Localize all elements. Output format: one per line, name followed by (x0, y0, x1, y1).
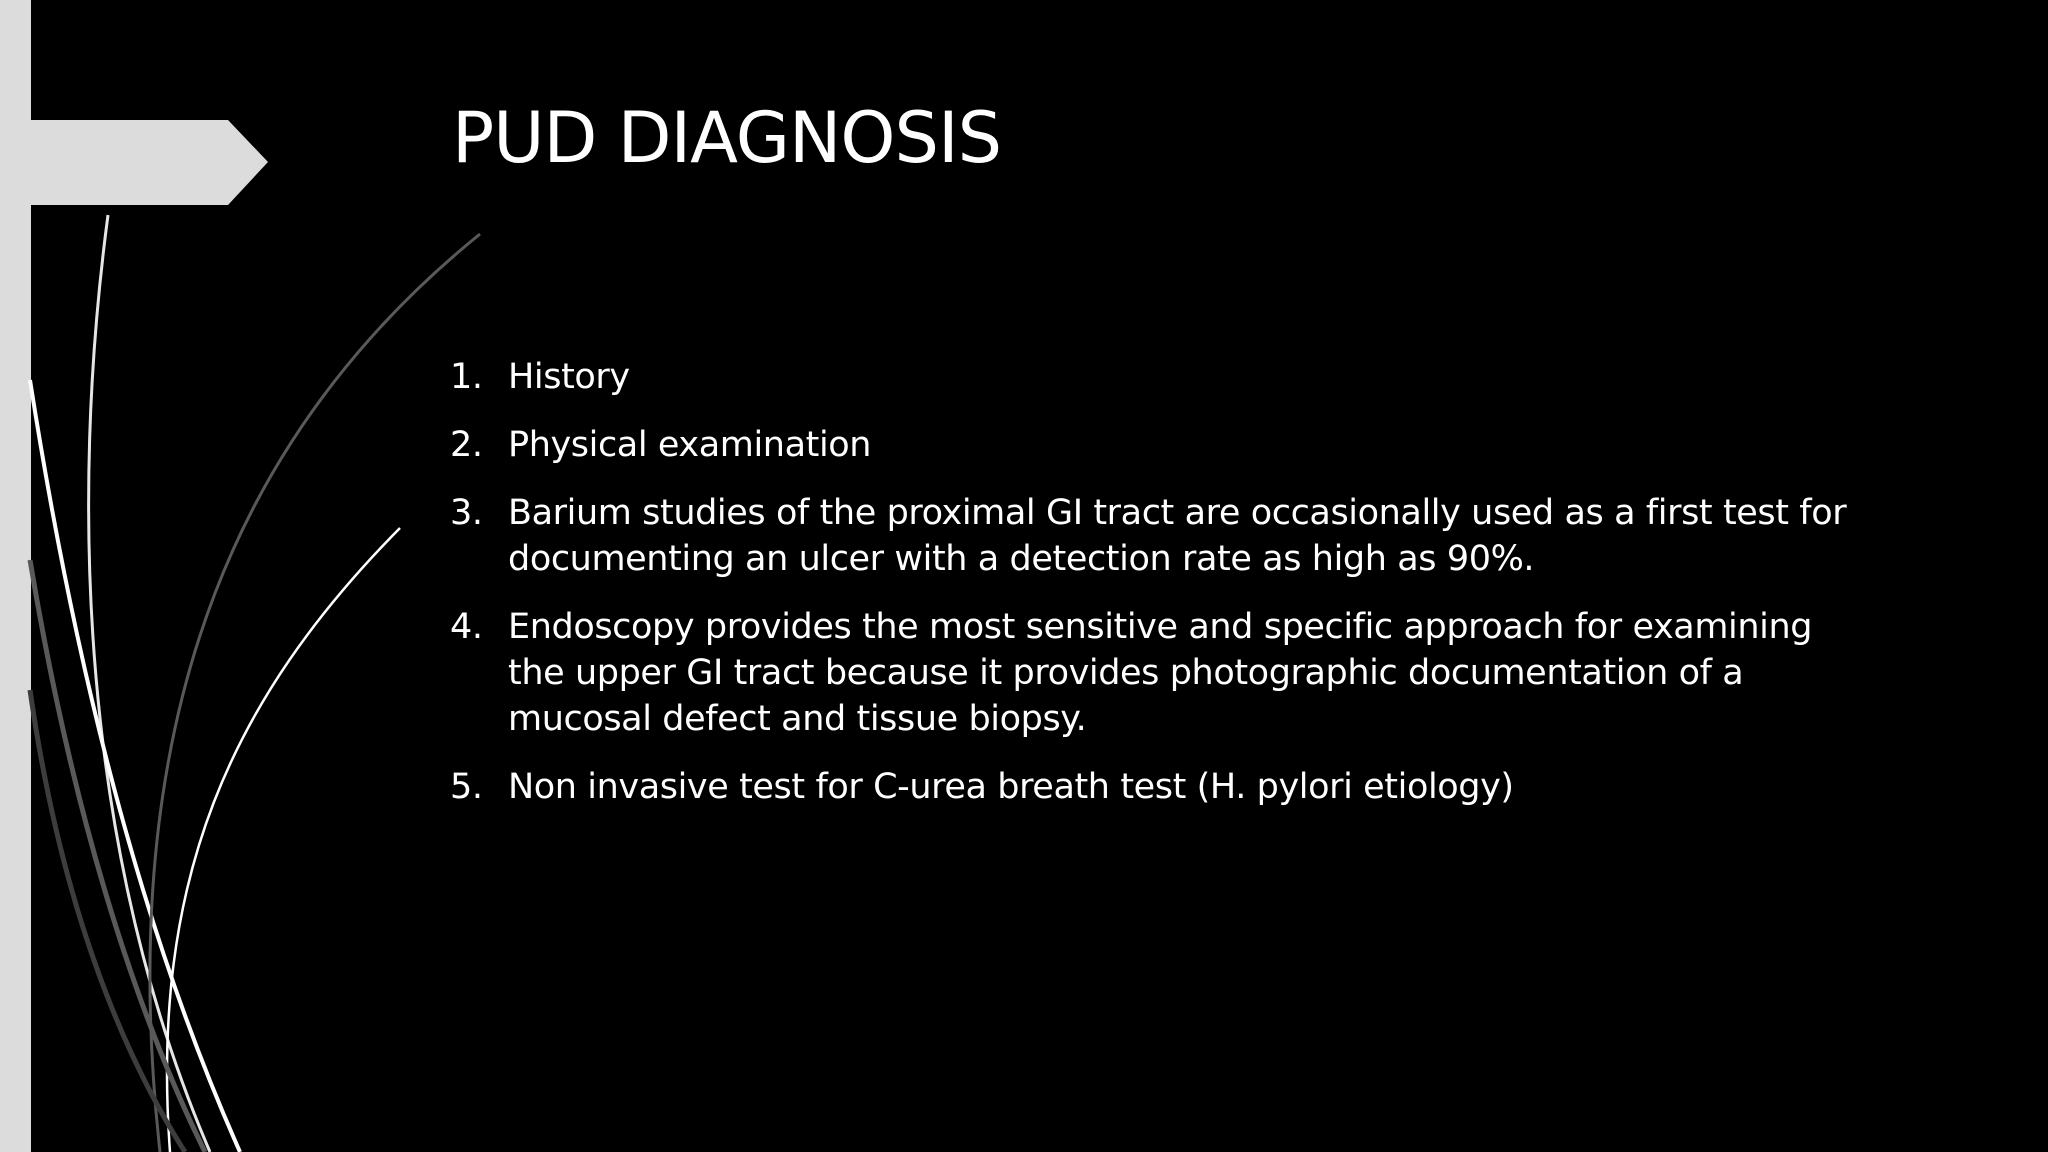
list-item-text: Physical examination (508, 425, 872, 465)
list-item-text: Non invasive test for C-urea breath test (H. pylori etiology) (508, 767, 1514, 807)
list-item (450, 422, 1870, 468)
list-item-number: 1. (450, 357, 483, 397)
list-item (450, 354, 1870, 400)
list-item-number: 3. (450, 493, 483, 533)
list-item (450, 604, 1870, 742)
slide-title: PUD DIAGNOSIS (452, 97, 1002, 179)
diagnosis-list (450, 354, 1870, 832)
list-item-text: History (508, 357, 630, 397)
list-item-number: 5. (450, 767, 483, 807)
decorative-curved-lines (0, 0, 520, 1152)
list-item-text: Endoscopy provides the most sensitive and specific approach for examining the upper GI tract because it provides photographic documentation of a mucosal defect and tissue biopsy. (508, 607, 1813, 739)
list-item (450, 764, 1870, 810)
list-item (450, 490, 1870, 582)
list-item-number: 2. (450, 425, 483, 465)
list-item-text: Barium studies of the proximal GI tract are occasionally used as a first test for documenting an ulcer with a detection rate as high as 90%. (508, 493, 1847, 579)
list-item-number: 4. (450, 607, 483, 647)
